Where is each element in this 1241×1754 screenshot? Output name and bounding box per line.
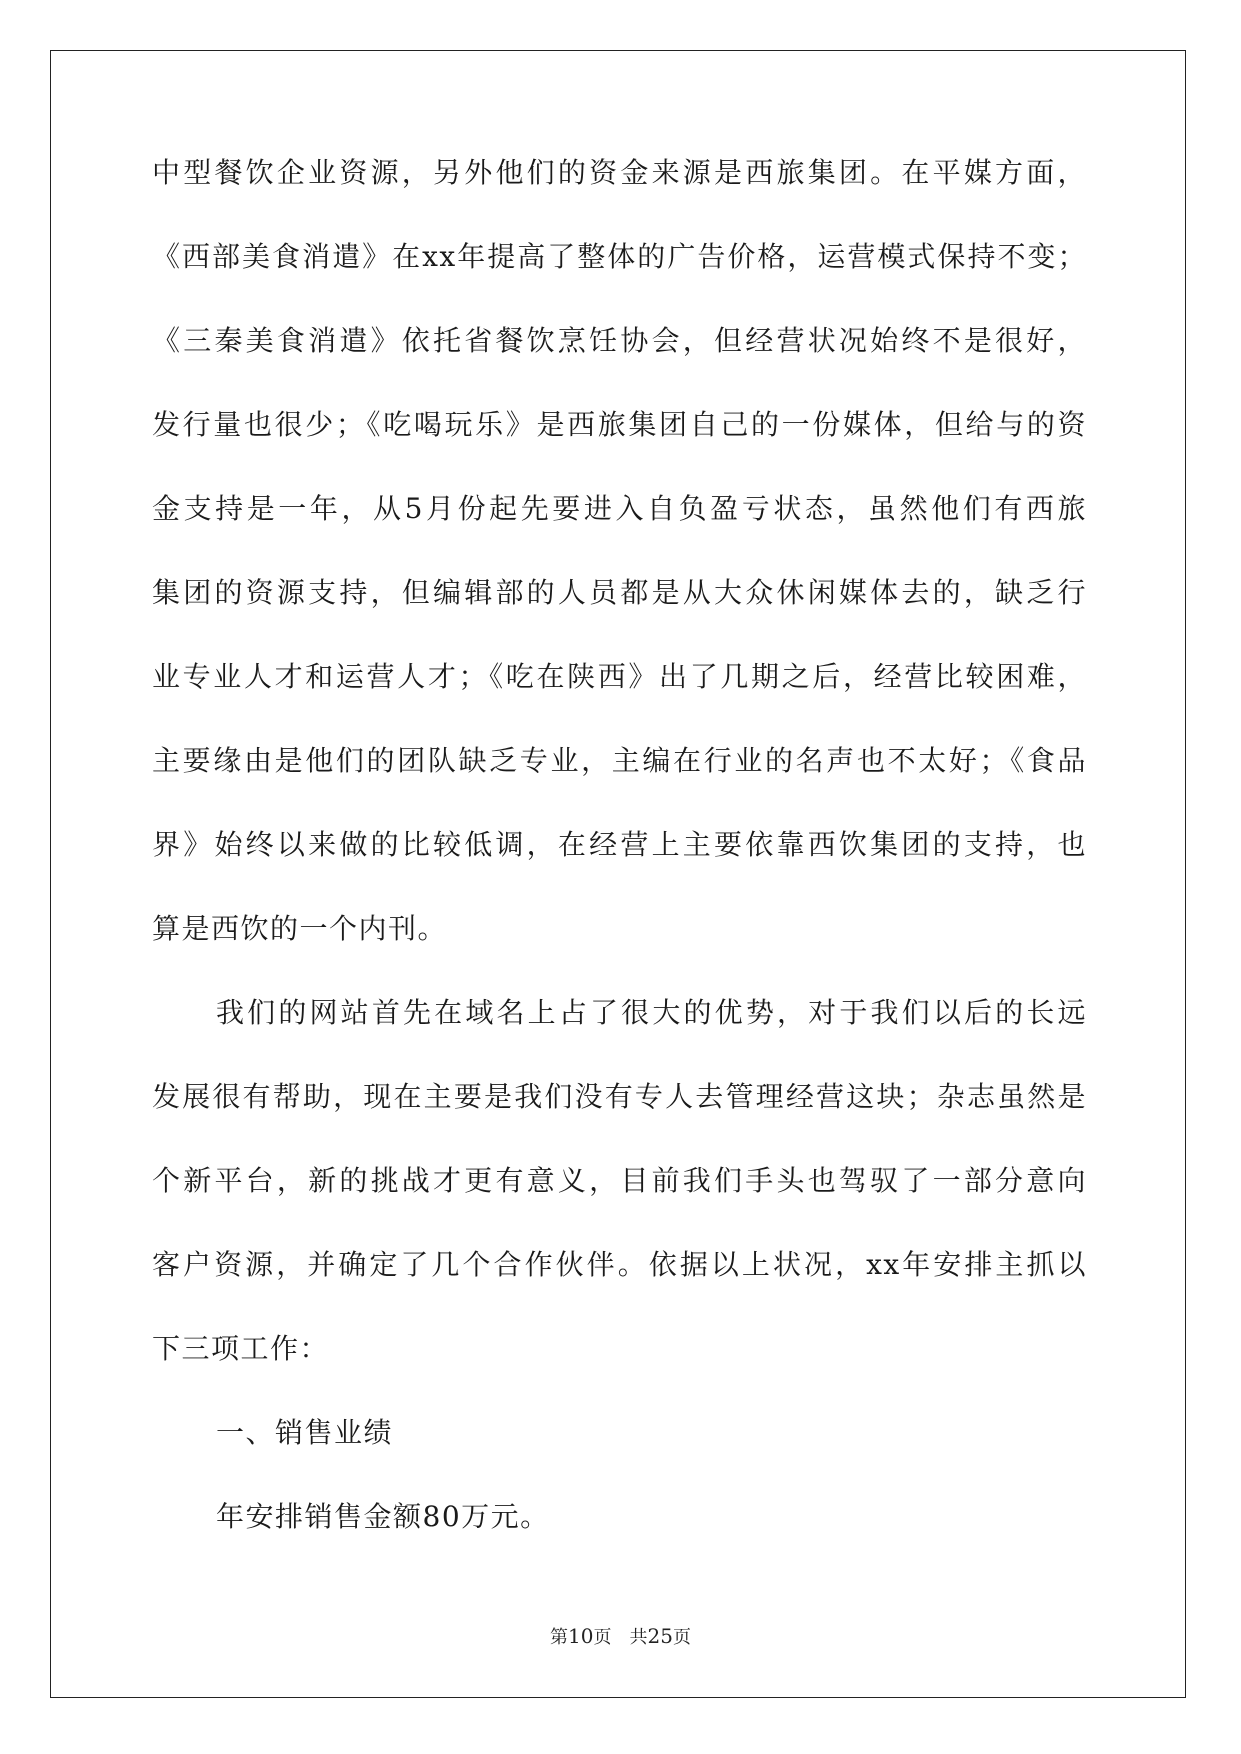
text-line: 《西部美食消遣》在xx年提高了整体的广告价格，运营模式保持不变； xyxy=(152,240,1087,273)
text-line: 年安排销售金额80万元。 xyxy=(216,1500,550,1533)
text-line: 我们的网站首先在域名上占了很大的优势，对于我们以后的长远 xyxy=(216,996,1087,1029)
text-line: 集团的资源支持，但编辑部的人员都是从大众休闲媒体去的，缺乏行 xyxy=(152,576,1087,609)
text-line: 主要缘由是他们的团队缺乏专业，主编在行业的名声也不太好；《食品 xyxy=(152,744,1087,777)
footer-total-suffix: 页 xyxy=(672,1627,691,1648)
text-line: 发展很有帮助，现在主要是我们没有专人去管理经营这块；杂志虽然是 xyxy=(152,1080,1087,1113)
text-line: 界》始终以来做的比较低调，在经营上主要依靠西饮集团的支持，也 xyxy=(152,828,1087,861)
total-pages-number: 25 xyxy=(647,1624,673,1648)
text-line: 中型餐饮企业资源，另外他们的资金来源是西旅集团。在平媒方面， xyxy=(152,156,1087,189)
text-line: 算是西饮的一个内刊。 xyxy=(152,912,448,945)
document-body xyxy=(152,155,1087,1583)
text-line: 《三秦美食消遣》依托省餐饮烹饪协会，但经营状况始终不是很好， xyxy=(152,324,1087,357)
page-footer xyxy=(0,1624,1241,1650)
current-page-number: 10 xyxy=(568,1624,594,1648)
footer-total-prefix: 共 xyxy=(629,1627,648,1648)
text-line: 金支持是一年，从5月份起先要进入自负盈亏状态，虽然他们有西旅 xyxy=(152,492,1087,525)
text-line: 业专业人才和运营人才；《吃在陕西》出了几期之后，经营比较困难， xyxy=(152,660,1087,693)
section-heading: 一、销售业绩 xyxy=(216,1416,394,1449)
text-line: 客户资源，并确定了几个合作伙伴。依据以上状况，xx年安排主抓以 xyxy=(152,1248,1087,1281)
text-line: 发行量也很少；《吃喝玩乐》是西旅集团自己的一份媒体，但给与的资 xyxy=(152,408,1087,441)
text-line: 下三项工作： xyxy=(152,1332,330,1365)
text-line: 个新平台，新的挑战才更有意义，目前我们手头也驾驭了一部分意向 xyxy=(152,1164,1087,1197)
footer-page-suffix: 页 xyxy=(593,1627,612,1648)
footer-prefix: 第 xyxy=(550,1627,569,1648)
